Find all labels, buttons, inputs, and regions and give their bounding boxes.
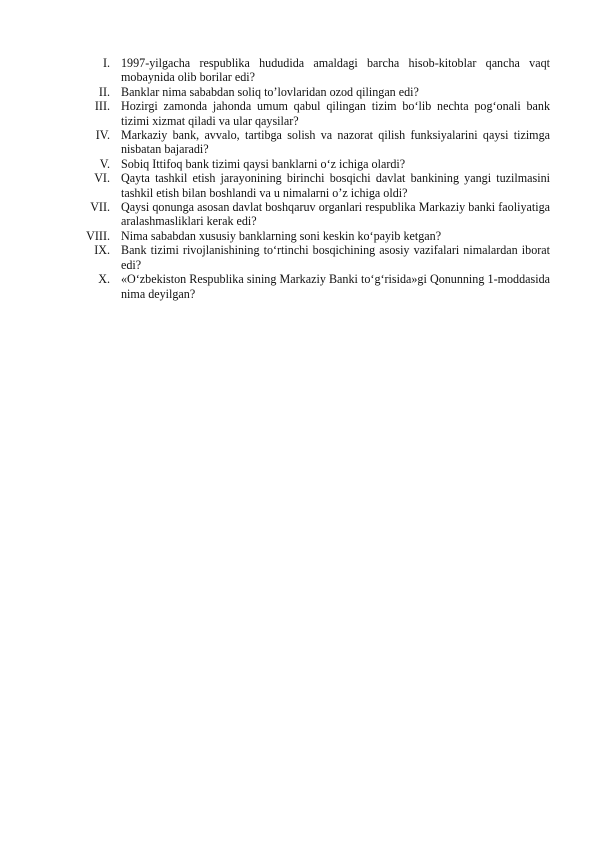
- question-text: Bank tizimi rivojlanishining to‘rtinchi bosqichining asosiy vazifalari nimalardan iborat edi?: [121, 243, 550, 272]
- question-number: VIII.: [86, 228, 110, 243]
- question-number: III.: [94, 99, 110, 114]
- question-text: Qayta tashkil etish jarayonining birinchi bosqichi davlat bankining yangi tuzilmasini tashkil etish bilan boshlandi va u nimalarni o’z ichiga oldi?: [121, 171, 550, 200]
- question-item: [70, 229, 550, 243]
- question-text: Hozirgi zamonda jahonda umum qabul qilingan tizim bo‘lib nechta pog‘onali bank tizimi xizmat qiladi va ular qaysilar?: [121, 99, 550, 128]
- question-text: Qaysi qonunga asosan davlat boshqaruv organlari respublika Markaziy banki faoliyatiga aralashmasliklari kerak edi?: [121, 200, 550, 229]
- question-item: [70, 99, 550, 128]
- question-number: IX.: [94, 243, 110, 258]
- question-number: IV.: [95, 128, 110, 143]
- question-number: X.: [98, 272, 110, 287]
- question-number: V.: [99, 156, 110, 171]
- question-text: Banklar nima sababdan soliq to’lovlaridan ozod qilingan edi?: [121, 84, 419, 99]
- question-item: [70, 272, 550, 301]
- question-text: «O‘zbekiston Respublika sining Markaziy Banki to‘g‘risida»gi Qonunning 1-moddasida nima deyilgan?: [121, 272, 550, 301]
- question-number: II.: [98, 84, 110, 99]
- question-number: I.: [102, 56, 110, 70]
- question-number: VI.: [94, 171, 110, 186]
- question-text: Markaziy bank, avvalo, tartibga solish va nazorat qilish funksiyalarini qaysi tizimga nisbatan bajaradi?: [121, 128, 550, 157]
- question-item: [70, 243, 550, 272]
- question-item: [70, 200, 550, 229]
- question-item: [70, 171, 550, 200]
- question-item: [70, 56, 550, 85]
- question-text: Sobiq Ittifoq bank tizimi qaysi banklarni o‘z ichiga olardi?: [121, 156, 406, 171]
- question-text: 1997-yilgacha respublika hududida amaldagi barcha hisob-kitoblar qancha vaqt mobaynida olib borilar edi?: [121, 56, 550, 85]
- question-item: [70, 85, 550, 99]
- question-text: Nima sababdan xususiy banklarning soni keskin ko‘payib ketgan?: [121, 228, 442, 243]
- question-list: [70, 56, 550, 301]
- question-number: VII.: [90, 200, 110, 215]
- question-item: [70, 157, 550, 171]
- question-item: [70, 128, 550, 157]
